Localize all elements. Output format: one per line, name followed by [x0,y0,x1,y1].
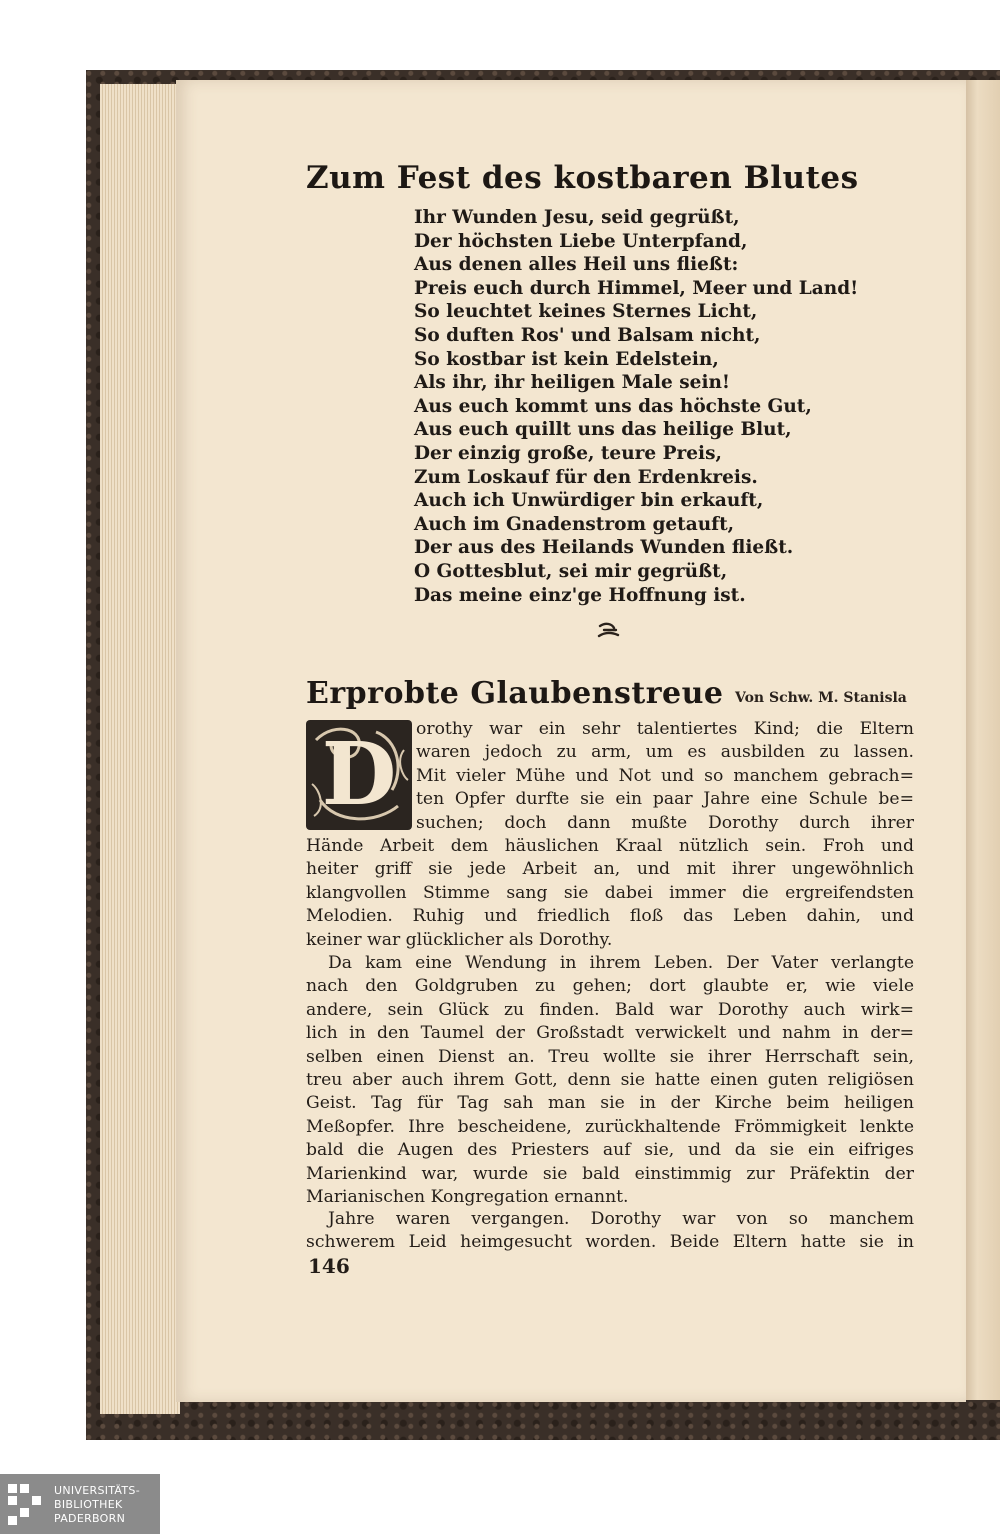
text-line: bald die Augen des Priesters auf sie, und da sie ein eifriges [306,1140,914,1161]
text-line: schwerem Leid heimgesucht worden. Beide Eltern hatte sie in [306,1232,914,1253]
library-name-line-2: BIBLIOTHEK [54,1498,123,1511]
paragraph-1-top [416,718,914,835]
text-line: lich in den Taumel der Großstadt verwickelt und nahm in der= [306,1023,914,1044]
text-line: Mit vieler Mühe und Not und so manchem gebrach= [416,765,914,786]
poem-line: Das meine einz'ge Hoffnung ist. [414,584,746,606]
poem-line: Zum Loskauf für den Erdenkreis. [414,466,758,488]
paragraph-3 [306,1208,914,1255]
poem-line: Der einzig große, teure Preis, [414,442,722,464]
poem-line: Aus euch kommt uns das höchste Gut, [414,395,812,417]
text-line: Marienkind war, wurde sie bald einstimmig zur Präfektin der [306,1163,914,1184]
story-title: Erprobte Glaubenstreue [306,676,724,711]
library-logo [0,1474,160,1534]
text-line: orothy war ein sehr talentiertes Kind; die Eltern [416,719,914,739]
poem-line: Der aus des Heilands Wunden fließt. [414,537,794,559]
poem-line: Auch ich Unwürdiger bin erkauft, [414,490,764,512]
poem-line: So leuchtet keines Sternes Licht, [414,301,758,323]
text-line: nach den Goldgruben zu gehen; dort glaubte er, wie viele [306,976,914,997]
next-page-edge [962,80,1000,1400]
poem-line: So duften Ros' und Balsam nicht, [414,324,761,346]
poem-line: Als ihr, ihr heiligen Male sein! [414,372,731,394]
text-line: keiner war glücklicher als Dorothy. [306,929,613,950]
poem-line: Aus euch quillt uns das heilige Blut, [414,419,792,441]
library-emblem-icon [6,1482,50,1526]
story-byline: Von Schw. M. Stanisla [735,690,907,706]
poem-line: Ihr Wunden Jesu, seid gegrüßt, [414,207,740,228]
text-line: selben einen Dienst an. Treu wollte sie ihrer Herrschaft sein, [306,1046,914,1067]
paragraph-1-rest [306,835,914,952]
poem-title: Zum Fest des kostbaren Blutes [306,160,859,196]
poem-line: Auch im Gnadenstrom getauft, [414,513,735,535]
library-name-line-1: UNIVERSITÄTS- [54,1484,140,1497]
text-line: Marianischen Kongregation ernannt. [306,1186,629,1207]
text-line: klangvollen Stimme sang sie dabei immer die ergreifendsten [306,882,914,903]
poem-body [414,206,859,607]
text-line: Da kam eine Wendung in ihrem Leben. Der Vater verlangte [328,953,914,973]
library-name-line-3: PADERBORN [54,1512,126,1525]
poem-line: O Gottesblut, sei mir gegrüßt, [414,560,728,582]
poem-line: So kostbar ist kein Edelstein, [414,348,719,370]
page-edges [100,84,180,1414]
paragraph-2 [306,952,914,1209]
text-line: Hände Arbeit dem häuslichen Kraal nützlich sein. Froh und [306,836,914,856]
text-line: Geist. Tag für Tag sah man sie in der Kirche beim heiligen [306,1093,914,1114]
text-line: Melodien. Ruhig und friedlich floß das Leben dahin, und [306,906,914,927]
initial-letter: D [321,724,397,825]
text-line: suchen; doch dann mußte Dorothy durch ihrer [416,812,914,833]
ornament-divider-icon [596,620,622,642]
text-line: treu aber auch ihrem Gott, denn sie hatte einen guten religiösen [306,1069,914,1090]
text-line: Meßopfer. Ihre bescheidene, zurückhaltende Frömmigkeit lenkte [306,1116,914,1137]
page-number: 146 [308,1254,350,1278]
text-line: waren jedoch zu arm, um es ausbilden zu lassen. [416,742,914,763]
poem-line: Der höchsten Liebe Unterpfand, [414,230,748,252]
decorative-initial [306,720,412,830]
text-line: heiter griff sie jede Arbeit an, und mit ihrer ungewöhnlich [306,859,914,880]
poem-line: Aus denen alles Heil uns fließt: [414,254,739,276]
text-line: ten Opfer durfte sie ein paar Jahre eine Schule be= [416,789,914,810]
text-line: Jahre waren vergangen. Dorothy war von so manchem [328,1209,914,1229]
text-line: andere, sein Glück zu finden. Bald war Dorothy auch wirk= [306,999,914,1020]
poem-line: Preis euch durch Himmel, Meer und Land! [414,277,859,299]
